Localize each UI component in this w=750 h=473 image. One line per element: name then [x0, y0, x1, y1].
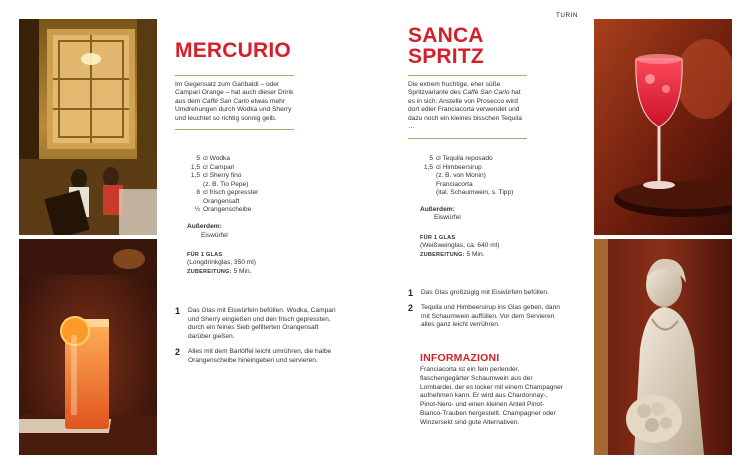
ingredient-text: (z. B. von Monin) [436, 172, 486, 180]
ingredient-text: cl Campari [203, 163, 235, 171]
ingredient-text: Orangensaft [203, 197, 240, 205]
running-header: TURIN [556, 12, 578, 19]
sanca-ingredients [420, 155, 550, 259]
sanca-title-line-2: SPRITZ [408, 45, 484, 68]
sanca-steps [408, 289, 563, 336]
sanca-intro-text-1: Die extrem fruchtige, eher süße Spritzvariante des [408, 81, 501, 97]
ingredient-text: cl Sherry fino [203, 172, 242, 180]
cafe-interior-photo [19, 19, 157, 235]
serving-block [187, 252, 297, 276]
ingredient-row [420, 189, 550, 198]
ingredient-text: cl Tequila reposado [436, 155, 493, 162]
extra-block [187, 223, 297, 240]
ingredient-qty [187, 181, 203, 190]
sanca-spritz-drink-photo [594, 19, 732, 235]
step-item [408, 289, 563, 298]
step-item [408, 304, 563, 330]
serving-label: FÜR 1 GLAS [420, 234, 456, 241]
ingredient-qty: ½ [194, 206, 200, 214]
prep-value: 5 Min. [231, 267, 252, 275]
step-text: Tequila und Himbeersirup ins Glas geben, dann mit Schaumwein auffüllen. Vor dem Servieren alles ganz leicht verrühren. [421, 304, 560, 329]
ingredient-qty: 1,5 [190, 172, 200, 180]
ingredient-qty [420, 181, 436, 190]
extra-value: Eiswürfel [201, 231, 228, 239]
ingredient-text: (z. B. Tio Pepe) [203, 180, 249, 188]
ingredient-row [187, 172, 297, 181]
step-text: Das Glas großzügig mit Eiswürfeln befüllen. [421, 289, 549, 296]
ingredient-row [420, 155, 550, 164]
ingredient-row [187, 189, 297, 198]
step-text: Alles mit dem Barlöffel leicht umrühren, die halbe Orangenscheibe hineingeben und servieren. [188, 347, 332, 364]
mercurio-title [175, 40, 291, 61]
serving-value: (Weißweinglas, ca. 640 ml) [420, 242, 500, 250]
prep-label: ZUBEREITUNG: [420, 251, 465, 258]
informazioni-heading: INFORMAZIONI [420, 352, 500, 364]
mercurio-drink-photo [19, 239, 157, 455]
serving-value: (Longdrinkglas, 350 ml) [187, 259, 256, 267]
serving-block [420, 235, 550, 259]
ingredient-row [420, 181, 550, 190]
step-item [175, 348, 337, 365]
mercurio-steps [175, 307, 337, 371]
informazioni-text: Franciacorta ist ein fein perlender, flaschengegärter Schaumwein aus der Lombardei, der es locker mit einem Champagner aufnehmen kann. Er wird aus Chardonnay-, Pinot-Nero- und einen kleinen Anteil Pinot-Bianco-Trauben hergestellt. Champagner oder Winzersekt sind gute Alternativen. [420, 366, 563, 426]
mercurio-ingredients [187, 155, 297, 276]
mercurio-intro-cafe-name: Caffè San Carlo [202, 97, 250, 105]
step-number: 1 [175, 306, 181, 316]
extra-value: Eiswürfel [434, 214, 461, 222]
sanca-spritz-title [408, 25, 484, 67]
extra-block [420, 206, 550, 223]
ingredient-qty: 5 [429, 155, 433, 162]
ingredient-qty [420, 172, 436, 181]
step-number: 2 [175, 346, 181, 357]
ingredient-qty: 8 [196, 189, 200, 197]
ingredient-text: cl frisch gepresster [203, 189, 259, 197]
prep-value: 5 Min. [464, 250, 485, 258]
sanca-intro-text-2: hat es in sich: Anstelle von Prosecco wird dort edler Franciacorta verwendet und dazu noch ein kleines bisschen Tequila … [408, 89, 522, 131]
sanca-intro-cafe-name: Caffè San Carlo [462, 89, 510, 97]
ingredient-row [187, 181, 297, 190]
sanca-intro [408, 75, 527, 139]
extra-label: Außerdem: [187, 222, 222, 230]
ingredient-row [420, 164, 550, 173]
ingredient-text: (ital. Schaumwein, s. Tipp) [436, 189, 514, 197]
ingredient-row [187, 164, 297, 173]
extra-label: Außerdem: [420, 205, 455, 213]
prep-label: ZUBEREITUNG: [187, 268, 232, 275]
step-item [175, 307, 337, 342]
ingredient-qty: 1,5 [190, 163, 200, 171]
statue-photo [594, 239, 732, 455]
mercurio-intro [175, 75, 294, 130]
ingredient-row [187, 206, 297, 215]
ingredient-row [187, 155, 297, 164]
ingredient-qty: 1,5 [423, 163, 433, 171]
step-number: 1 [408, 288, 414, 298]
ingredient-text: Franciacorta [436, 180, 473, 188]
mercurio-title-line: MERCURIO [175, 39, 291, 62]
sanca-title-line-1: SANCA [408, 24, 484, 47]
mercurio-intro-text-1: Im Gegensatz zum Garibaldi – oder Campari Orange – hat auch dieser Drink aus dem [175, 81, 294, 105]
ingredient-qty [420, 189, 436, 198]
step-text: Das Glas mit Eiswürfeln befüllen. Wodka, Campari und Sherry eingießen und den frisch gepressten, durch ein feines Sieb gefilterten Orangensaft darüber gießen. [188, 307, 336, 341]
ingredient-text: cl Himbeersirup [436, 163, 482, 171]
serving-label: FÜR 1 GLAS [187, 252, 223, 259]
mercurio-intro-text-2: etwas mehr Umdrehungen durch Wodka und Sherry und leuchtet so richtig sonnig gelb. [175, 97, 292, 122]
ingredient-qty: 5 [196, 155, 200, 162]
ingredient-row [187, 198, 297, 207]
ingredient-text: Orangenscheibe [203, 206, 252, 214]
step-number: 2 [408, 303, 414, 313]
ingredient-row [420, 172, 550, 181]
ingredient-text: cl Wodka [203, 155, 230, 162]
